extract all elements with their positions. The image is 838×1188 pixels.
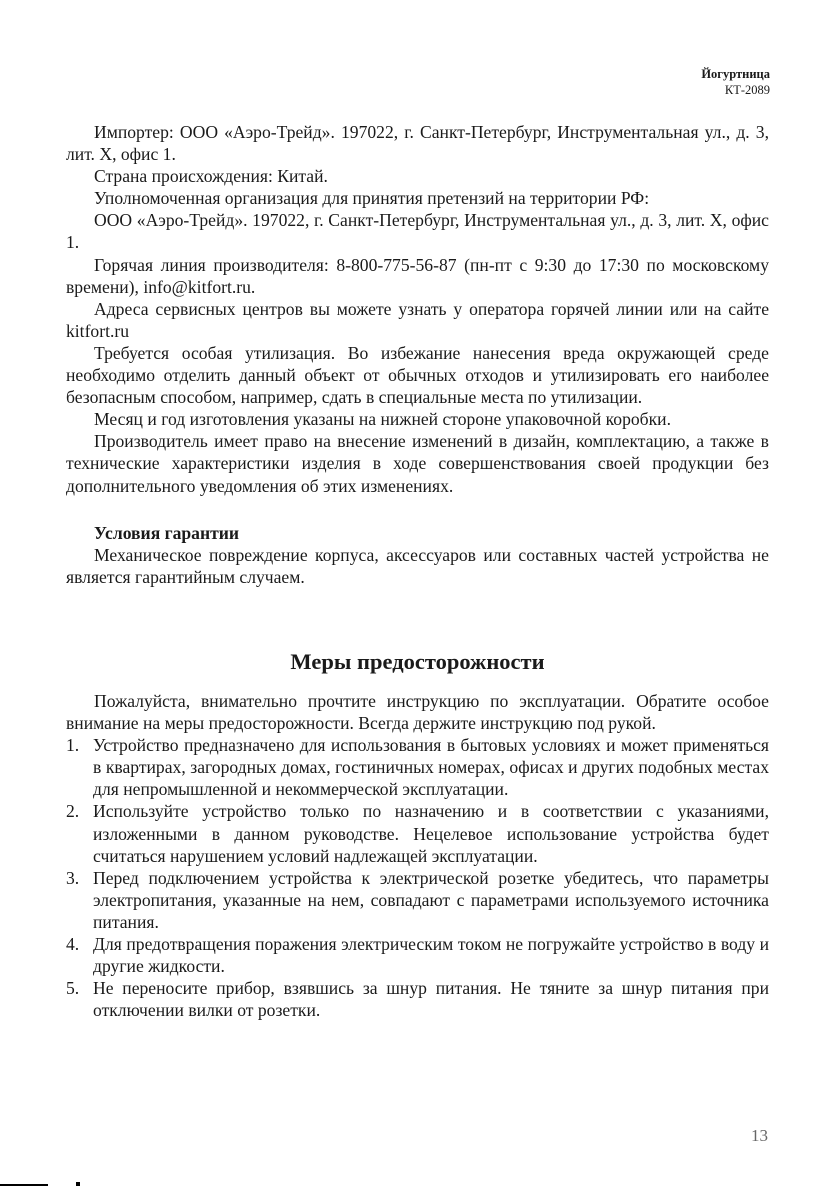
list-item-text: Для предотвращения поражения электрическим током не погружайте устройство в воду и другие жидкости.: [93, 934, 769, 977]
list-item-text: Перед подключением устройства к электрической розетке убедитесь, что параметры электропитания, указанные на нем, совпадают с параметрами используемого источника питания.: [93, 867, 769, 932]
list-item: [66, 800, 769, 866]
service-centers-paragraph: Адреса сервисных центров вы можете узнать у оператора горячей линии или на сайте kitfort.ru: [66, 298, 769, 341]
warranty-text: Механическое повреждение корпуса, аксессуаров или составных частей устройства не является гарантийным случаем.: [66, 544, 769, 587]
precautions-title: Меры предосторожности: [290, 649, 545, 674]
list-item-number: 2.: [66, 801, 80, 822]
authorized-org-address: ООО «Аэро-Трейд». 197022, г. Санкт-Петербург, Инструментальная ул., д. 3, лит. Х, офис 1.: [66, 210, 769, 253]
list-item: [66, 933, 769, 977]
list-item-number: 4.: [66, 934, 80, 955]
changes-paragraph: Производитель имеет право на внесение изменений в дизайн, комплектацию, а также в технические характеристики изделия в ходе совершенствования своей продукции без дополнительного уведомления об этих изменениях.: [66, 431, 769, 496]
page-header: [701, 66, 770, 98]
product-model: КТ-2089: [724, 83, 770, 97]
list-item: [66, 867, 769, 933]
list-item: [66, 977, 769, 1021]
info-section: [66, 121, 769, 588]
warranty-heading: Условия гарантии: [94, 522, 240, 543]
precautions-section: [66, 690, 769, 1021]
product-name: Йогуртница: [701, 67, 770, 81]
list-item-text: Устройство предназначено для использования в бытовых условиях и может применяться в квартирах, загородных домах, гостиничных номерах, офисах и других подобных местах для непромышленной и некоммерческой эксплуатации.: [93, 735, 769, 800]
disposal-paragraph: Требуется особая утилизация. Во избежание нанесения вреда окружающей среде необходимо отделить данный объект от обычных отходов и утилизировать его наиболее безопасным способом, например, сдать в специальные места по утилизации.: [66, 342, 769, 408]
precautions-list: [66, 734, 769, 1021]
page-number: 13: [751, 1126, 768, 1145]
manufacture-date-paragraph: Месяц и год изготовления указаны на нижней стороне упаковочной коробки.: [94, 409, 671, 430]
list-item-text: Не переносите прибор, взявшись за шнур питания. Не тяните за шнур питания при отключении вилки от розетки.: [93, 978, 769, 1021]
list-item-text: Используйте устройство только по назначению и в соответствии с указаниями, изложенными в данном руководстве. Нецелевое использование устройства будет считаться нарушением условий надлежащей эксплуатации.: [93, 801, 769, 866]
list-item-number: 1.: [66, 735, 80, 756]
list-item-number: 5.: [66, 978, 80, 999]
authorized-org-paragraph: Уполномоченная организация для принятия претензий на территории РФ:: [94, 188, 650, 209]
list-item: [66, 734, 769, 800]
importer-paragraph: Импортер: ООО «Аэро-Трейд». 197022, г. Санкт-Петербург, Инструментальная ул., д. 3, лит. Х, офис 1.: [66, 122, 769, 165]
list-item-number: 3.: [66, 867, 80, 888]
crop-dot: [76, 1182, 80, 1186]
precautions-intro: Пожалуйста, внимательно прочтите инструкцию по эксплуатации. Обратите особое внимание на меры предосторожности. Всегда держите инструкцию под рукой.: [66, 691, 769, 734]
crop-mark: [0, 1184, 48, 1186]
hotline-paragraph: Горячая линия производителя: 8-800-775-56-87 (пн-пт с 9:30 до 17:30 по московскому времени), info@kitfort.ru.: [66, 254, 769, 297]
origin-paragraph: Страна происхождения: Китай.: [94, 166, 328, 187]
